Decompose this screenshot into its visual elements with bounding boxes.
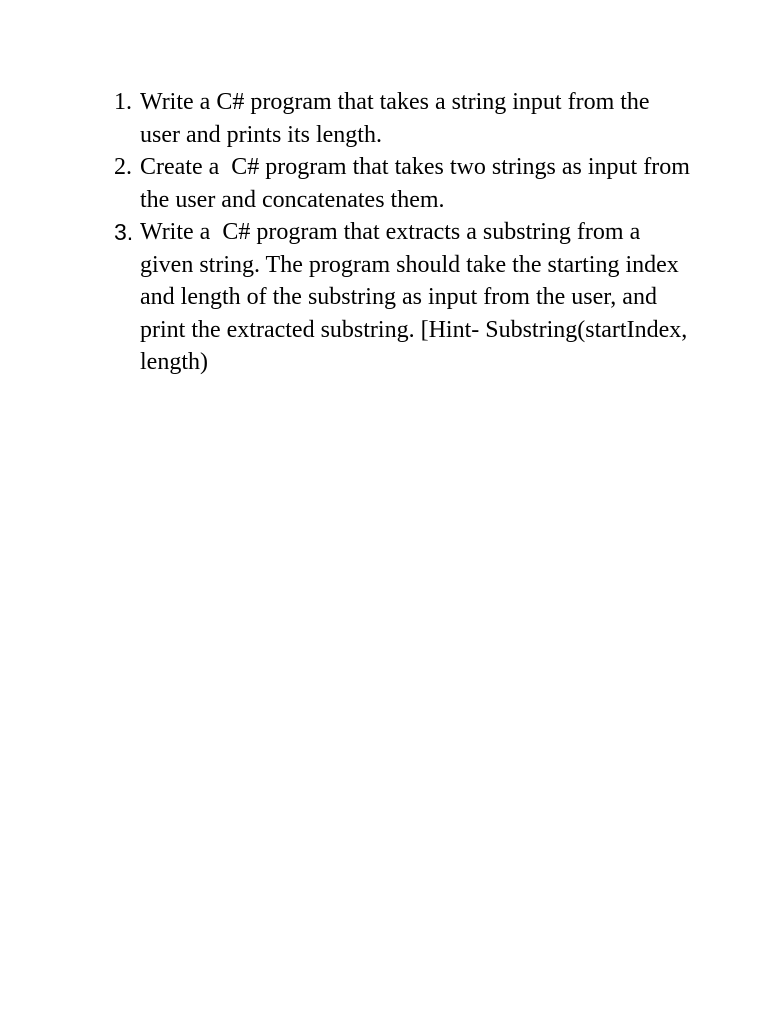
- list-item-text: Write a C# program that takes a string input from the user and prints its length.: [140, 89, 656, 148]
- list-item: [114, 151, 694, 216]
- task-list: [114, 86, 694, 379]
- list-item: [114, 86, 694, 151]
- list-item: [114, 216, 694, 379]
- list-item-text: Create a C# program that takes two strings as input from the user and concatenates them.: [140, 154, 696, 213]
- list-item-text: Write a C# program that extracts a substring from a given string. The program should take the starting index and length of the substring as input from the user, and print the extracted substring. [Hint- Substring(startIndex, length): [140, 219, 694, 375]
- list-item-number: 1.: [114, 89, 132, 115]
- list-item-number: 2.: [114, 154, 132, 180]
- list-item-number: 3.: [114, 219, 134, 245]
